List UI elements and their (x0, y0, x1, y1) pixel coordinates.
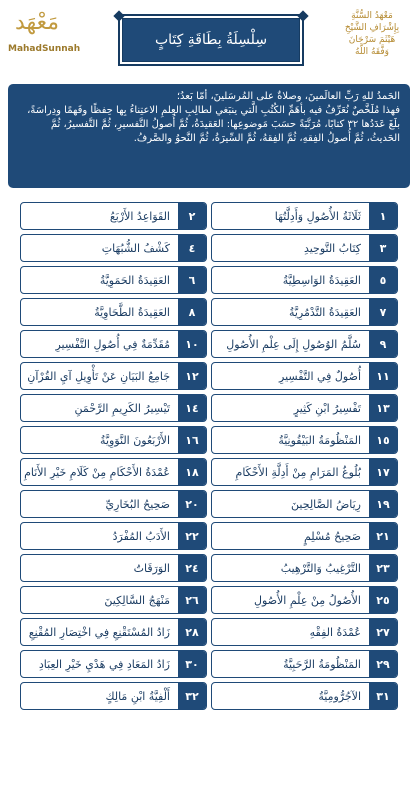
book-number-badge: ١٣ (369, 395, 397, 421)
book-number-badge: ٥ (369, 267, 397, 293)
book-card (211, 554, 398, 582)
book-number-badge: ١٠ (178, 331, 206, 357)
book-title: تَيْسِيرُ الكَرِيمِ الرَّحْمَنِ (74, 401, 170, 415)
book-list (20, 202, 398, 710)
book-number-badge: ٢٦ (178, 587, 206, 613)
book-title: عُمْدَةُ الفِقْهِ (309, 625, 361, 639)
book-number-badge: ٦ (178, 267, 206, 293)
book-title: الأَدَبُ المُفْرَدُ (112, 529, 170, 543)
book-title: القَوَاعِدُ الأَرْبَعُ (109, 209, 170, 223)
book-number-badge: ١٢ (178, 363, 206, 389)
book-number-badge: ٢٨ (178, 619, 206, 645)
series-title: سِلْسِلَةُ بِطَاقَةِ كِتَابٍ (154, 32, 268, 48)
book-number-badge: ٢٣ (369, 555, 397, 581)
book-title: التَّرْغِيبُ وَالتَّرْهِيبُ (280, 561, 361, 575)
book-title: العَقِيدَةُ الوَاسِطِيَّةُ (282, 273, 361, 287)
intro-greeting: الحَمدُ للهِ رَبِّ العالَمينَ، وصلاةٌ على المُرسَلينَ، أمّا بَعدُ؛ (176, 91, 400, 102)
book-card (211, 298, 398, 326)
book-title: زَادُ المَعَادِ فِي هَدْيِ خَيْرِ العِبَادِ (38, 657, 170, 671)
book-card (20, 362, 207, 390)
institute-credit (334, 10, 410, 58)
book-title: المَنْظُومَةُ البَيْقُونِيَّةُ (278, 433, 361, 447)
credit-line: مَعْهَدُ السُّنَّةِ (351, 11, 393, 21)
book-card (211, 490, 398, 518)
book-card (211, 586, 398, 614)
book-card (20, 554, 207, 582)
book-card (20, 426, 207, 454)
book-card (20, 234, 207, 262)
book-title: أُصُولٌ فِي التَّفْسِيرِ (279, 369, 361, 383)
book-title: جَامِعُ البَيَانِ عَنْ تَأْوِيلِ آيِ القُرْآنِ (27, 369, 170, 383)
series-title-banner (118, 14, 304, 66)
book-number-badge: ٢١ (369, 523, 397, 549)
book-card (211, 682, 398, 710)
book-number-badge: ١٧ (369, 459, 397, 485)
book-card (211, 650, 398, 678)
book-title: مُقَدِّمَةٌ فِي أُصُولِ التَّفْسِيرِ (55, 337, 170, 351)
credit-line: وَفَّقَهُ اللَّهُ (355, 47, 389, 57)
book-number-badge: ٢٩ (369, 651, 397, 677)
book-card (211, 266, 398, 294)
book-number-badge: ٧ (369, 299, 397, 325)
book-title: الآجُرُّومِيَّةُ (318, 689, 361, 703)
book-card (20, 298, 207, 326)
book-number-badge: ٢٥ (369, 587, 397, 613)
book-card (211, 202, 398, 230)
book-title: مَنْهَجُ السَّالِكِينَ (104, 593, 170, 607)
book-card (211, 426, 398, 454)
intro-panel (8, 84, 410, 188)
book-card (20, 394, 207, 422)
book-number-badge: ١٥ (369, 427, 397, 453)
book-number-badge: ٤ (178, 235, 206, 261)
book-number-badge: ٣٠ (178, 651, 206, 677)
book-title: المَنْظُومَةُ الرَّحَبِيَّةُ (283, 657, 361, 671)
book-number-badge: ٢٠ (178, 491, 206, 517)
book-card (20, 682, 207, 710)
book-number-badge: ١٤ (178, 395, 206, 421)
book-number-badge: ٢ (178, 203, 206, 229)
banner-ornament-right (297, 10, 308, 21)
book-title: كَشْفُ الشُّبُهَاتِ (101, 241, 170, 255)
book-title: أَلْفِيَّةُ ابْنِ مَالِكٍ (105, 689, 170, 703)
book-card (20, 266, 207, 294)
book-card (211, 618, 398, 646)
book-title: صَحِيحُ البُخَارِيِّ (105, 497, 170, 511)
banner-ornament-left (113, 10, 124, 21)
book-number-badge: ٣٢ (178, 683, 206, 709)
book-number-badge: ٣١ (369, 683, 397, 709)
book-title: الأَرْبَعُونَ النَّوَوِيَّةُ (100, 433, 170, 447)
book-card (20, 618, 207, 646)
intro-body: فهذا مُلَخَّصٌ نُعَرِّفُ فيه بأهَمِّ الكُتُبِ الَّتي ينبَغي لطالِبِ العِلمِ الاعتِناءُ بِها حِفظًا وفَهمًا ودِراسَةً، بلَغَ عَدَدُها ٣٢ كتابًا، مُرَتَّبَةً حسَبَ مَوضوعِها: العَقيدَةُ، ثُمَّ أُصولُ التَّفسيرِ، ثُمَّ التَّفسيرُ، ثُمَّ الحَديثُ، ثُمَّ أُصولُ الفِقهِ، ثُمَّ الفِقهُ، ثُمَّ السِّيرَةُ، ثُمَّ النَّحوُ والصَّرفُ. (27, 105, 400, 144)
book-card (211, 234, 398, 262)
book-card (20, 202, 207, 230)
mahad-logo (8, 6, 81, 72)
book-title: ثَلَاثَةُ الأُصُولِ وَأَدِلَّتُهَا (274, 209, 361, 223)
book-title: عُمْدَةُ الأَحْكَامِ مِنْ كَلَامِ خَيْرِ الأَنَامِ (24, 465, 170, 479)
credit-line: هَيْثَمَ سَرْحَانَ (348, 35, 396, 45)
book-card (20, 458, 207, 486)
book-card (211, 362, 398, 390)
book-card (20, 490, 207, 518)
logo-subtitle: MahadSunnah (8, 44, 81, 54)
book-card (211, 522, 398, 550)
book-title: بُلُوغُ المَرَامِ مِنْ أَدِلَّةِ الأَحْكَامِ (235, 465, 361, 479)
book-title: العَقِيدَةُ الحَمَوِيَّةُ (99, 273, 170, 287)
book-card (20, 650, 207, 678)
book-number-badge: ٣ (369, 235, 397, 261)
book-number-badge: ٩ (369, 331, 397, 357)
book-card (20, 522, 207, 550)
book-title: زَادُ المُسْتَقْنِعِ فِي اخْتِصَارِ المُقْنِعِ (28, 625, 170, 639)
book-number-badge: ١٦ (178, 427, 206, 453)
book-title: كِتَابُ التَّوحِيدِ (303, 241, 361, 255)
book-title: رِيَاضُ الصَّالِحِينَ (291, 497, 361, 511)
book-number-badge: ١٨ (178, 459, 206, 485)
book-number-badge: ١٩ (369, 491, 397, 517)
book-number-badge: ٨ (178, 299, 206, 325)
book-number-badge: ١ (369, 203, 397, 229)
book-card (211, 330, 398, 358)
book-card (211, 394, 398, 422)
book-title: سُلَّمُ الوُصُولِ إِلَى عِلْمِ الأُصُولِ (226, 337, 361, 351)
book-number-badge: ١١ (369, 363, 397, 389)
book-title: العَقِيدَةُ الطَّحَاوِيَّةُ (94, 305, 170, 319)
book-title: تَفْسِيرُ ابْنِ كَثِيرٍ (293, 401, 361, 415)
book-title: صَحِيحُ مُسْلِمٍ (303, 529, 361, 543)
book-title: الأُصُولُ مِنْ عِلْمِ الأُصُولِ (254, 593, 361, 607)
header (0, 0, 418, 80)
book-title: العَقِيدَةُ التَّدْمُرِيَّةُ (288, 305, 361, 319)
book-card (211, 458, 398, 486)
book-card (20, 586, 207, 614)
logo-mark: مَعْهَد (14, 10, 60, 35)
credit-line: بِإِشْرَافِ الشَّيْخِ (344, 23, 400, 33)
book-card (20, 330, 207, 358)
book-number-badge: ٢٧ (369, 619, 397, 645)
book-number-badge: ٢٤ (178, 555, 206, 581)
book-number-badge: ٢٢ (178, 523, 206, 549)
book-title: الوَرَقَاتُ (133, 561, 170, 575)
